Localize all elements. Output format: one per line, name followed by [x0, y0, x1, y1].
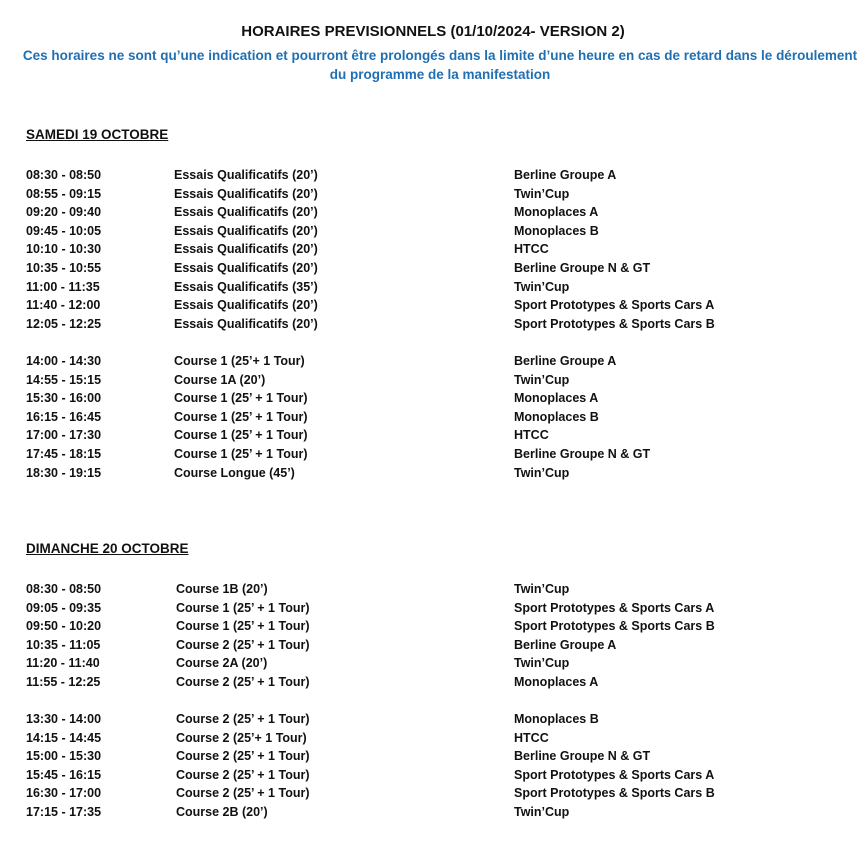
session-time: 16:30 - 17:00 [26, 786, 102, 801]
session-category: Monoplaces A [514, 391, 599, 406]
session-event: Course 2 (25’ + 1 Tour) [176, 674, 310, 689]
session-category: Monoplaces A [514, 205, 599, 220]
session-category: Berline Groupe A [514, 354, 617, 368]
session-event: Course 2 (25’ + 1 Tour) [176, 786, 310, 801]
schedule-row [0, 408, 866, 427]
session-time: 10:35 - 11:05 [26, 637, 101, 652]
schedule-row [0, 747, 866, 766]
sunday-heading: DIMANCHE 20 OCTOBRE [26, 541, 189, 556]
session-time: 18:30 - 19:15 [26, 465, 102, 480]
schedule-row [0, 240, 866, 259]
session-category: Monoplaces A [514, 674, 599, 689]
session-event: Course 1 (25’ + 1 Tour) [176, 600, 310, 615]
schedule-row [0, 673, 866, 692]
session-event: Essais Qualificatifs (20’) [174, 316, 318, 331]
session-category: Twin’Cup [514, 372, 570, 387]
schedule-row [0, 729, 866, 748]
session-category: Monoplaces B [514, 712, 599, 726]
saturday-afternoon-schedule [0, 352, 866, 482]
session-time: 08:30 - 08:50 [26, 168, 102, 182]
sunday-afternoon-schedule [0, 710, 866, 822]
session-event: Course 2B (20’) [176, 804, 268, 819]
schedule-row [0, 766, 866, 785]
session-event: Essais Qualificatifs (20’) [174, 223, 318, 238]
schedule-row [0, 166, 866, 185]
schedule-row [0, 580, 866, 599]
session-category: Berline Groupe A [514, 168, 617, 182]
sunday-morning-schedule [0, 580, 866, 692]
schedule-row [0, 803, 866, 822]
session-category: HTCC [514, 428, 549, 443]
session-event: Course 1 (25’ + 1 Tour) [174, 428, 308, 443]
session-time: 13:30 - 14:00 [26, 712, 102, 726]
session-category: Sport Prototypes & Sports Cars A [514, 298, 715, 313]
schedule-row [0, 278, 866, 297]
schedule-row [0, 296, 866, 315]
session-category: Twin’Cup [514, 465, 570, 480]
session-category: Berline Groupe N & GT [514, 749, 651, 764]
session-time: 11:55 - 12:25 [26, 674, 101, 689]
session-category: Berline Groupe N & GT [514, 446, 651, 461]
session-category: Monoplaces B [514, 409, 599, 424]
schedule-row [0, 636, 866, 655]
schedule-row [0, 352, 866, 371]
session-event: Essais Qualificatifs (35’) [174, 279, 318, 294]
session-event: Course Longue (45’) [174, 465, 295, 480]
session-category: Twin’Cup [514, 804, 570, 819]
session-event: Course 2 (25’ + 1 Tour) [176, 767, 310, 782]
schedule-row [0, 426, 866, 445]
session-time: 17:15 - 17:35 [26, 804, 102, 819]
session-time: 17:00 - 17:30 [26, 428, 102, 443]
session-time: 08:30 - 08:50 [26, 582, 102, 596]
session-event: Essais Qualificatifs (20’) [174, 168, 318, 182]
schedule-row [0, 203, 866, 222]
session-event: Course 2 (25’ + 1 Tour) [176, 637, 310, 652]
session-category: Sport Prototypes & Sports Cars B [514, 316, 715, 331]
session-category: Twin’Cup [514, 582, 570, 596]
session-time: 10:35 - 10:55 [26, 260, 102, 275]
session-category: Berline Groupe A [514, 637, 617, 652]
session-time: 08:55 - 09:15 [26, 186, 102, 201]
schedule-row [0, 222, 866, 241]
session-time: 15:45 - 16:15 [26, 767, 102, 782]
session-event: Course 1 (25’ + 1 Tour) [176, 619, 310, 634]
schedule-row [0, 371, 866, 390]
session-event: Essais Qualificatifs (20’) [174, 186, 318, 201]
session-event: Essais Qualificatifs (20’) [174, 260, 318, 275]
session-time: 14:55 - 15:15 [26, 372, 102, 387]
saturday-morning-schedule [0, 166, 866, 333]
session-time: 09:20 - 09:40 [26, 205, 102, 220]
session-time: 12:05 - 12:25 [26, 316, 102, 331]
schedule-row [0, 259, 866, 278]
schedule-row [0, 654, 866, 673]
session-event: Essais Qualificatifs (20’) [174, 298, 318, 313]
session-time: 15:00 - 15:30 [26, 749, 102, 764]
document-title: HORAIRES PREVISIONNELS (01/10/2024- VERSION 2) [241, 23, 625, 40]
schedule-row [0, 784, 866, 803]
session-category: Sport Prototypes & Sports Cars A [514, 600, 715, 615]
session-time: 09:50 - 10:20 [26, 619, 102, 634]
session-event: Course 1B (20’) [176, 582, 268, 596]
session-category: Monoplaces B [514, 223, 599, 238]
session-time: 09:45 - 10:05 [26, 223, 102, 238]
session-time: 10:10 - 10:30 [26, 242, 102, 257]
schedule-row [0, 710, 866, 729]
session-category: Twin’Cup [514, 186, 570, 201]
session-category: HTCC [514, 730, 549, 745]
session-category: HTCC [514, 242, 549, 257]
session-event: Course 1 (25’ + 1 Tour) [174, 391, 308, 406]
session-event: Course 2 (25’+ 1 Tour) [176, 730, 307, 745]
session-event: Course 2 (25’ + 1 Tour) [176, 712, 310, 726]
session-event: Course 2A (20’) [176, 656, 268, 671]
session-event: Essais Qualificatifs (20’) [174, 205, 318, 220]
session-category: Sport Prototypes & Sports Cars B [514, 619, 715, 634]
saturday-heading: SAMEDI 19 OCTOBRE [26, 127, 169, 142]
session-category: Berline Groupe N & GT [514, 260, 651, 275]
session-event: Course 1 (25’ + 1 Tour) [174, 446, 308, 461]
session-time: 09:05 - 09:35 [26, 600, 102, 615]
session-event: Course 1A (20’) [174, 372, 266, 387]
session-category: Sport Prototypes & Sports Cars B [514, 786, 715, 801]
session-event: Course 2 (25’ + 1 Tour) [176, 749, 310, 764]
document-subtitle: Ces horaires ne sont qu’une indication et pourront être prolongés dans la limite d’une heure en cas de retard dans le déroulement du programme de la manifestation [22, 48, 858, 82]
schedule-row [0, 315, 866, 334]
session-category: Sport Prototypes & Sports Cars A [514, 767, 715, 782]
session-category: Twin’Cup [514, 279, 570, 294]
schedule-row [0, 464, 866, 483]
schedule-row [0, 599, 866, 618]
session-time: 11:00 - 11:35 [26, 279, 100, 294]
schedule-row [0, 389, 866, 408]
session-event: Course 1 (25’ + 1 Tour) [174, 409, 308, 424]
session-time: 11:40 - 12:00 [26, 298, 101, 313]
session-time: 15:30 - 16:00 [26, 391, 102, 406]
session-time: 14:15 - 14:45 [26, 730, 102, 745]
session-time: 14:00 - 14:30 [26, 354, 102, 368]
session-category: Twin’Cup [514, 656, 570, 671]
session-time: 16:15 - 16:45 [26, 409, 102, 424]
session-event: Essais Qualificatifs (20’) [174, 242, 318, 257]
session-time: 17:45 - 18:15 [26, 446, 102, 461]
schedule-row [0, 445, 866, 464]
schedule-row [0, 185, 866, 204]
session-time: 11:20 - 11:40 [26, 656, 100, 671]
session-event: Course 1 (25’+ 1 Tour) [174, 354, 305, 368]
schedule-row [0, 617, 866, 636]
